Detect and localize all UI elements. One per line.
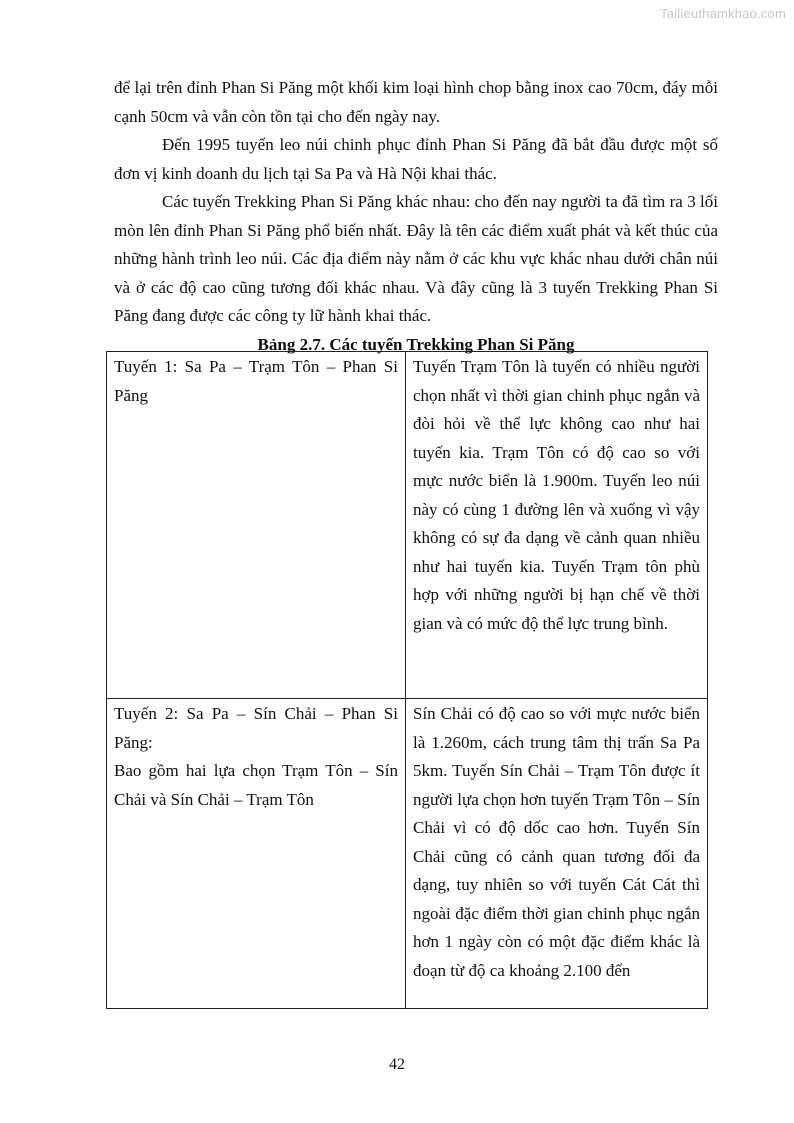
watermark-text: Tailieuthamkhao.com: [660, 6, 786, 21]
route-description: Tuyến Trạm Tôn là tuyến có nhiều người chọn nhất vì thời gian chinh phục ngắn và đòi hỏi về thể lực không cao như hai tuyến kia. Trạm Tôn có độ cao so với mực nước biển là 1.900m. Tuyến leo núi này có cùng 1 đường lên và xuống vì vậy không có sự đa dạng về cảnh quan nhiều như hai tuyến kia. Tuyến Trạm tôn phù hợp với những người bị hạn chế về thời gian và có mức độ thể lực trung bình.: [413, 357, 700, 633]
description-cell: [406, 699, 708, 1009]
paragraph-intro-continuation: để lại trên đỉnh Phan Si Păng một khối kim loại hình chop bằng inox cao 70cm, đáy mỗi cạnh 50cm và vẫn còn tồn tại cho đến ngày nay.: [114, 78, 718, 126]
route-name: Tuyến 1: Sa Pa – Trạm Tôn – Phan Si Păng: [114, 357, 398, 405]
route-name: Tuyến 2: Sa Pa – Sín Chải – Phan Si Păng:: [114, 704, 398, 752]
route-description: Sín Chải có độ cao so với mực nước biển là 1.260m, cách trung tâm thị trấn Sa Pa 5km. Tuyến Sín Chải – Trạm Tôn được ít người lựa chọn hơn tuyến Trạm Tôn – Sín Chải vì có độ dốc cao hơn. Tuyến Sín Chải cũng có cảnh quan tương đối đa dạng, tuy nhiên so với tuyến Cát Cát thì ngoài đặc điểm thời gian chinh phục ngắn hơn 1 ngày còn có một đặc điểm khác là đoạn từ độ ca khoảng 2.100 đến: [413, 704, 700, 980]
paragraph-1995-tours: Đến 1995 tuyến leo núi chinh phục đỉnh Phan Si Păng đã bắt đầu được một số đơn vị kinh doanh du lịch tại Sa Pa và Hà Nội khai thác.: [114, 135, 718, 183]
paragraph-trekking-routes: Các tuyến Trekking Phan Si Păng khác nhau: cho đến nay người ta đã tìm ra 3 lối mòn lên đỉnh Phan Si Păng phổ biến nhất. Đây là tên các điểm xuất phát và kết thúc của những hành trình leo núi. Các địa điểm này nằm ở các khu vực khác nhau dưới chân núi và ở các độ cao cũng tương đối khác nhau. Và đây cũng là 3 tuyến Trekking Phan Si Păng đang được các công ty lữ hành khai thác.: [114, 192, 718, 325]
table-row: [107, 699, 708, 1009]
description-cell: [406, 352, 708, 699]
document-body: [114, 74, 718, 359]
page-number: 42: [389, 1056, 405, 1073]
route-note: Bao gồm hai lựa chọn Trạm Tôn – Sín Chải và Sín Chải – Trạm Tôn: [114, 761, 398, 809]
table-row: [107, 352, 708, 699]
route-cell: [107, 352, 406, 699]
trekking-routes-table: [106, 351, 708, 1009]
table-caption: Bảng 2.7. Các tuyến Trekking Phan Si Păng: [257, 334, 575, 354]
route-cell: [107, 699, 406, 1009]
